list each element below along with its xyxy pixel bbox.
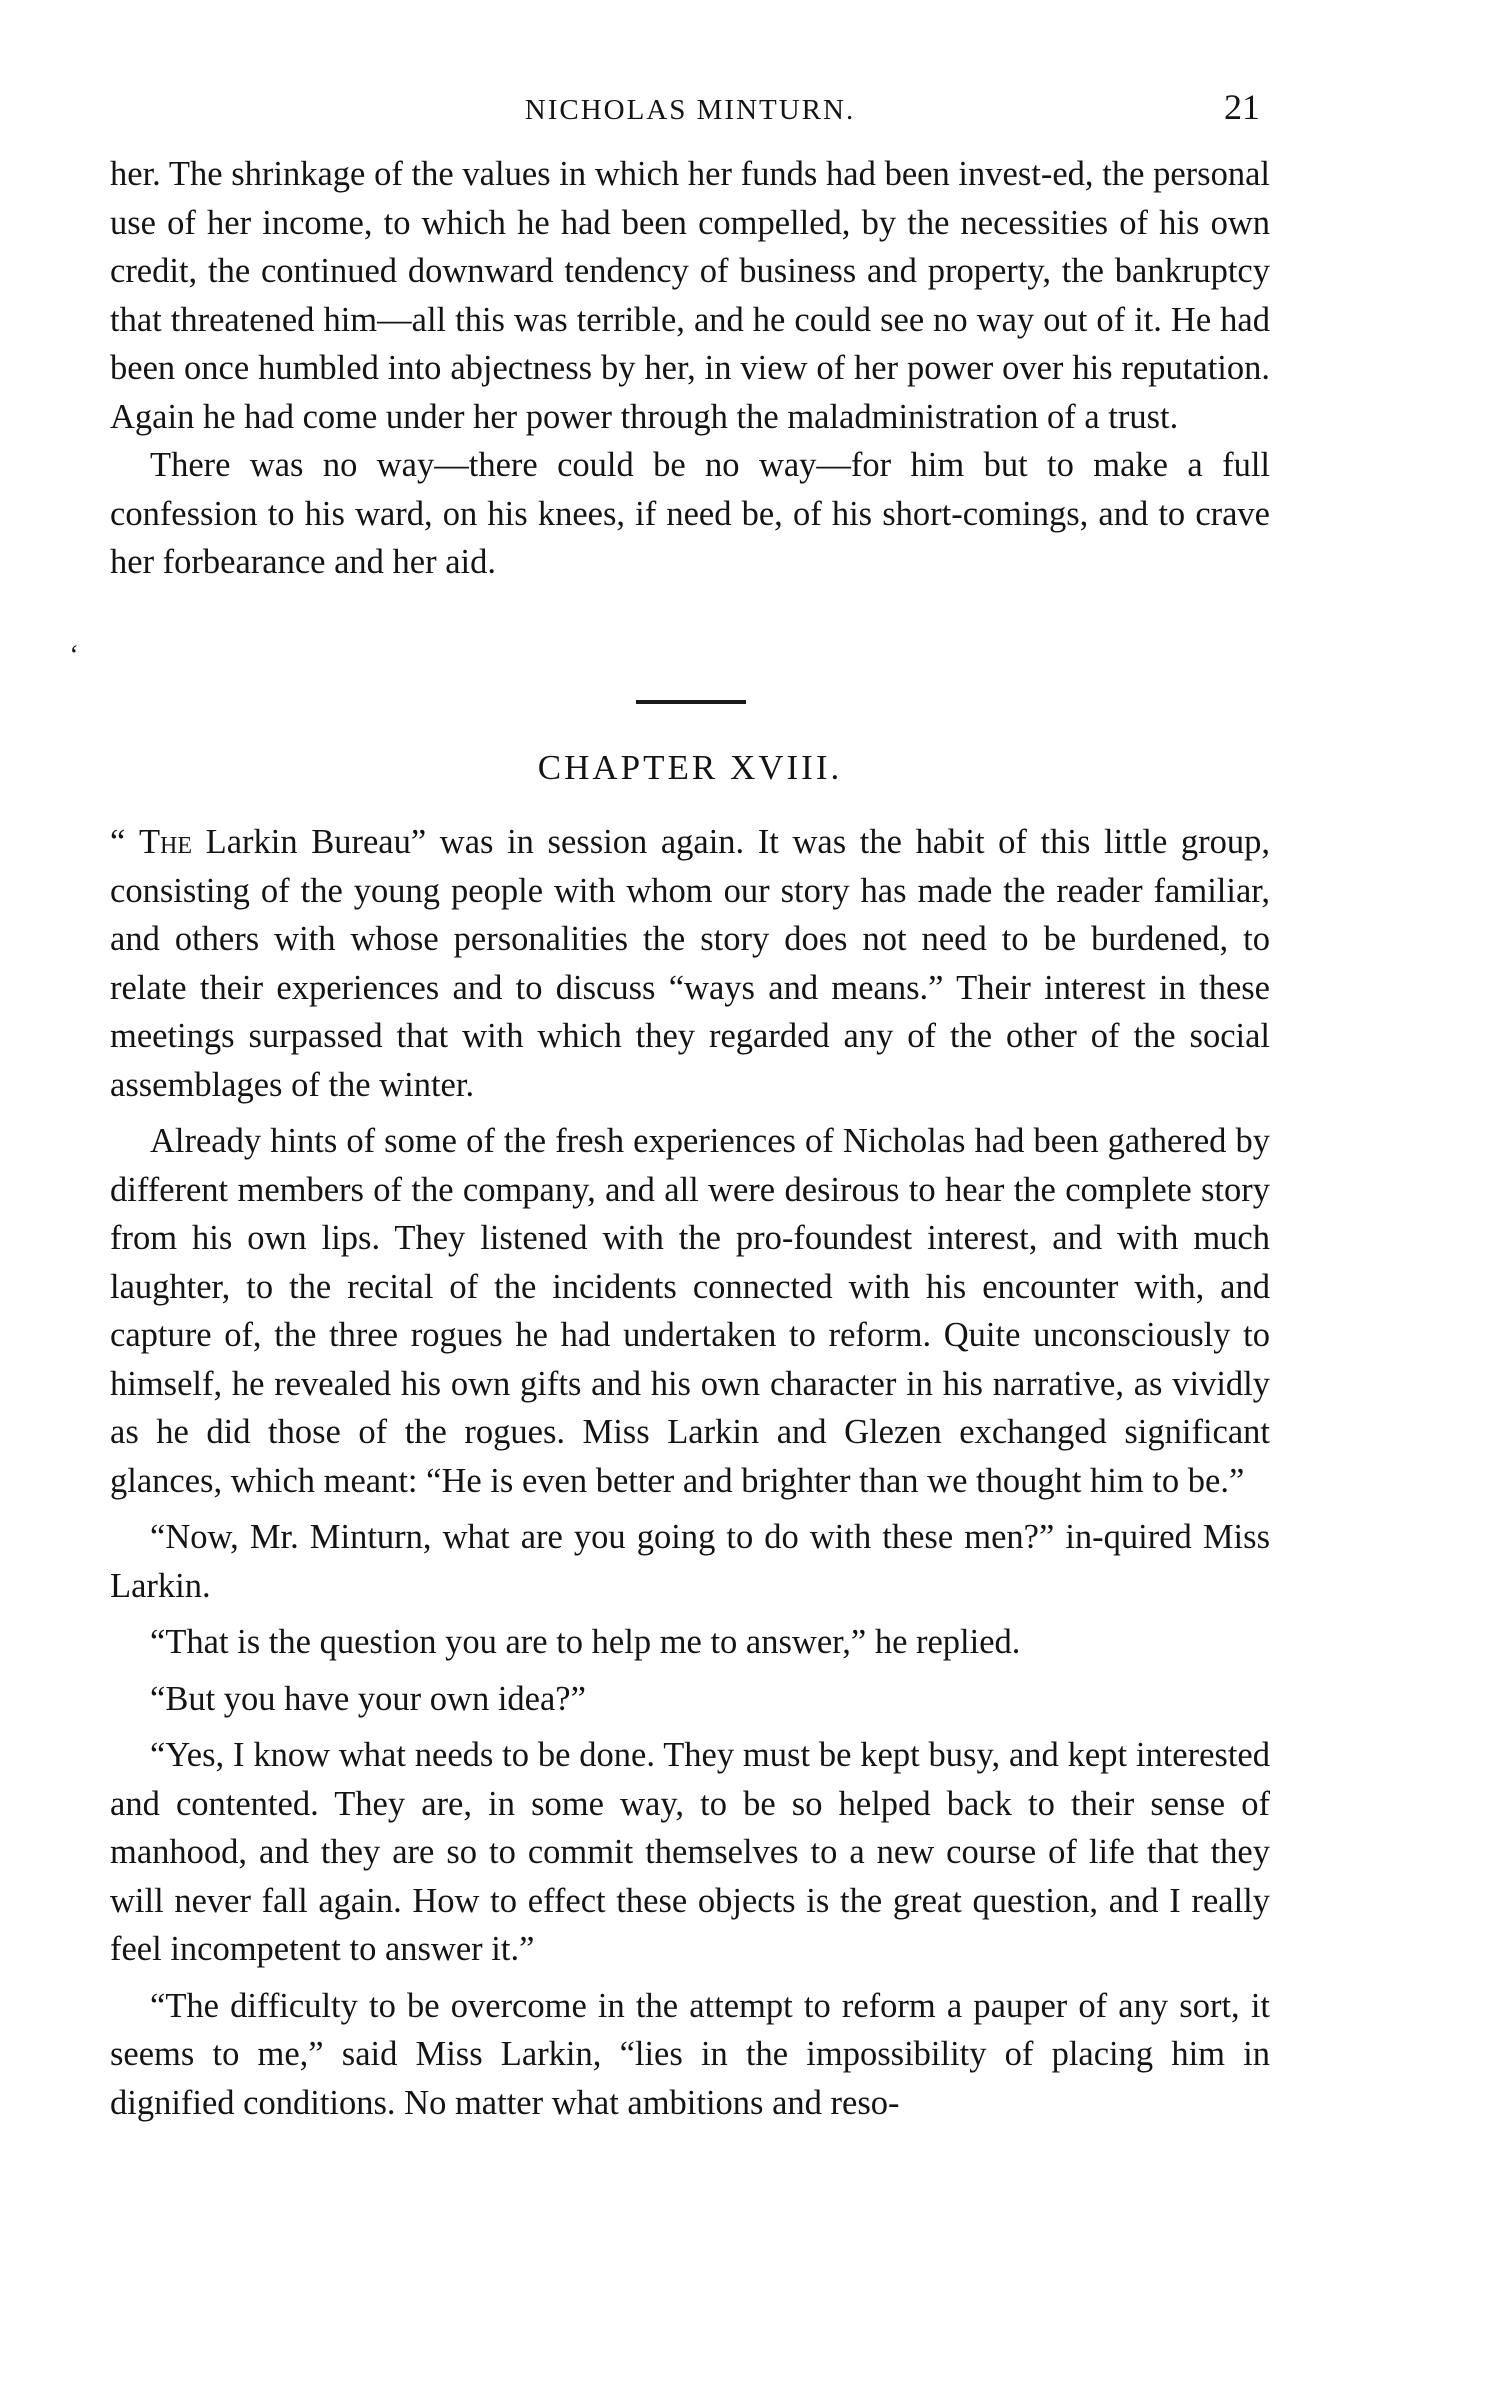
lead-word: The [138,823,193,861]
paragraph: “That is the question you are to help me to answer,” he replied. [150,1623,1021,1661]
page-number: 21 [1224,87,1260,127]
opening-text: Larkin Bureau” was in session again. It was the habit of this little group, consisting of the young people with whom our story has made the reader familiar, and others with whose personalities the story does not need to be burdened, to relate their experiences and to discuss “ways and means.” Their interest in these meetings surpassed that with which they regarded any of the other of the social assemblages of the winter. [110,823,1270,1104]
paragraph: her. The shrinkage of the values in which her funds had been invest-ed, the personal use of her income, to which he had been compelled, by the necessities of his own credit, the continued downward tendency of business and property, the bankruptcy that threatened him—all this was terrible, and he could see no way out of it. He had been once humbled into abjectness by her, in view of her power over his reputation. Again he had come under her power through the maladministration of a trust. [110,155,1270,436]
paragraph: “But you have your own idea?” [150,1679,586,1718]
paragraph: “Yes, I know what needs to be done. They must be kept busy, and kept interested and contented. They are, in some way, to be so helped back to their sense of manhood, and they are so to commit themselves to a new course of life that they will never fall again. How to effect these objects is the great question, and I really feel incompetent to answer it.” [110,1736,1270,1968]
stray-mark: ‘ [68,640,78,671]
section-divider [636,700,746,704]
chapter-opening-paragraph [110,818,1270,1109]
page-header [110,86,1270,136]
paragraph: Already hints of some of the fresh experiences of Nicholas had been gathered by different members of the company, and all were desirous to hear the complete story from his own lips. They listened with the pro-foundest interest, and with much laughter, to the recital of the incidents connected with his encounter with, and capture of, the three rogues he had undertaken to reform. Quite unconsciously to himself, he revealed his own gifts and his own character in his narrative, as vividly as he did those of the rogues. Miss Larkin and Glezen exchanged significant glances, which meant: “He is even better and brighter than we thought him to be.” [110,1122,1270,1500]
chapter-text [110,818,1270,2135]
paragraph: There was no way—there could be no way—for him but to make a full confession to his ward, on his knees, if need be, of his short-comings, and to crave her forbearance and her aid. [110,446,1270,581]
paragraph: “Now, Mr. Minturn, what are you going to do with these men?” in-quired Miss Larkin. [110,1518,1270,1605]
continued-text [110,150,1270,587]
running-title: NICHOLAS MINTURN. [524,94,856,126]
open-quote: “ [110,823,139,861]
chapter-heading: CHAPTER XVIII. [537,748,843,787]
paragraph: “The difficulty to be overcome in the attempt to reform a pauper of any sort, it seems to me,” said Miss Larkin, “lies in the impossibility of placing him in dignified conditions. No matter what ambitions and reso- [110,1986,1270,2122]
